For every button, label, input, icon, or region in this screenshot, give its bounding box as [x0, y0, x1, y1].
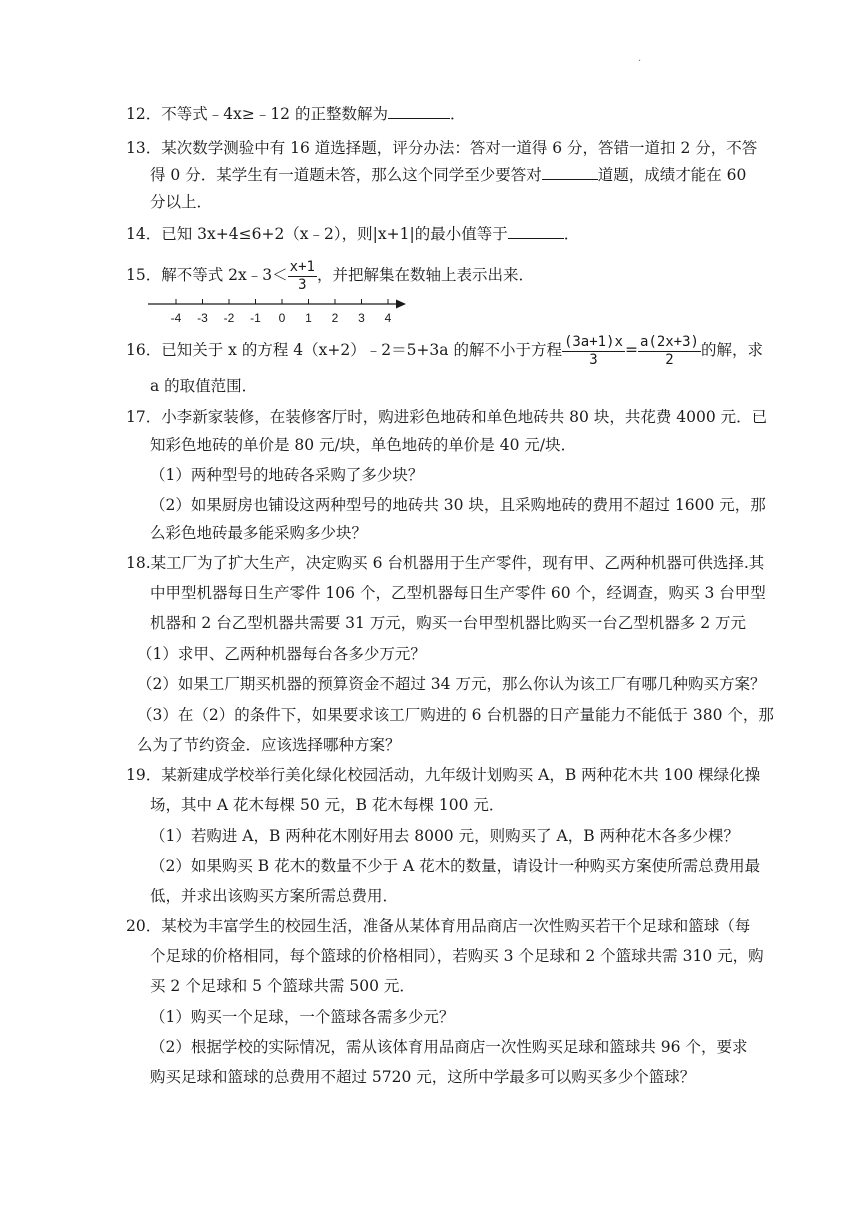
question-20-line-2: 个足球的价格相同，每个篮球的价格相同），若购买 3 个足球和 2 个篮球共需 310 元，购 [150, 947, 764, 965]
question-17-part-2-cont: 么彩色地砖最多能采购多少块？ [150, 524, 368, 542]
number-line-label: -1 [250, 311, 261, 325]
question-14: 14．已知 3x+4≤6+2（x﹣2），则|x+1|的最小值等于 ． [126, 225, 580, 243]
question-18-part-2: （2）如果工厂期买机器的预算资金不超过 34 万元，那么你认为该工厂有哪几种购买方案？ [137, 675, 766, 693]
answer-blank [542, 165, 598, 180]
question-18-line-2: 中甲型机器每日生产零件 106 个，乙型机器每日生产零件 60 个，经调查，购买 3 台甲型 [150, 584, 766, 602]
question-12: 12．不等式﹣4x≥﹣12 的正整数解为 ． [126, 105, 466, 123]
question-18-line-3: 机器和 2 台乙型机器共需要 31 万元，购买一台甲型机器比购买一台乙型机器多 2 万元 [150, 614, 747, 632]
question-19: 19．某新建成学校举行美化绿化校园活动，九年级计划购买 A，B 两种花木共 100 棵绿化操 [126, 766, 761, 784]
question-text: 不等式﹣4x≥﹣12 的正整数解为 [161, 105, 388, 123]
page-mark: · [638, 56, 642, 67]
question-number: 19． [126, 766, 162, 784]
number-line-label: -3 [197, 311, 208, 325]
question-number: 20． [126, 917, 162, 935]
number-line-label: -4 [170, 311, 182, 325]
question-20-part-2-cont: 购买足球和篮球的总费用不超过 5720 元，这所中学最多可以购买多少个篮球？ [150, 1068, 696, 1086]
question-18-part-3-cont: 么为了节约资金．应该选择哪种方案？ [137, 736, 401, 754]
number-line-label: 2 [331, 311, 339, 325]
number-line-label: 3 [358, 311, 365, 325]
question-17: 17．小李新家装修，在装修客厅时，购进彩色地砖和单色地砖共 80 块，共花费 4000 元．已 [126, 408, 768, 426]
question-text: 已知 3x+4≤6+2（x﹣2），则|x+1|的最小值等于 [161, 225, 508, 243]
question-number: 17． [126, 408, 162, 426]
number-line-label: 4 [384, 311, 392, 325]
question-20-part-2: （2）根据学校的实际情况，需从该体育用品商店一次性购买足球和篮球共 96 个，要求 [150, 1038, 748, 1056]
question-20-part-1: （1）购买一个足球，一个篮球各需多少元？ [150, 1008, 455, 1026]
question-17-part-1: （1）两种型号的地砖各采购了多少块？ [150, 466, 424, 484]
question-20-line-3: 买 2 个足球和 5 个篮球共需 500 元． [150, 977, 415, 995]
question-number: 12． [126, 105, 162, 123]
question-text: 某次数学测验中有 16 道选择题，评分办法：答对一道得 6 分，答错一道扣 2 分，不答 [161, 139, 758, 157]
question-number: 15． [126, 266, 162, 284]
question-number: 18. [126, 554, 151, 572]
fraction-right: $\frac{a(2x+3)}{2}$ [639, 333, 699, 368]
question-18-part-1: （1）求甲、乙两种机器每台各多少万元？ [137, 645, 426, 663]
fraction-left: $\frac{(3a+1)x}{3}$ [563, 333, 623, 368]
question-number: 14． [126, 225, 162, 243]
question-17-part-2: （2）如果厨房也铺设这两种型号的地砖共 30 块，且采购地砖的费用不超过 1600 元，那 [150, 496, 766, 514]
question-20: 20．某校为丰富学生的校园生活，准备从某体育用品商店一次性购买若干个足球和篮球（每 [126, 917, 751, 935]
number-line-arrow [396, 300, 406, 309]
question-15: 15．解不等式 2x﹣3＜ $\frac{x+1}{3}$ ，并把解集在数轴上表示出来． [126, 258, 534, 293]
number-line-label: 1 [305, 311, 312, 325]
question-19-part-2-cont: 低，并求出该购买方案所需总费用． [150, 887, 399, 905]
question-13 [126, 138, 757, 158]
question-18: 18.某工厂为了扩大生产，决定购买 6 台机器用于生产零件，现有甲、乙两种机器可供选择.其 [126, 554, 765, 572]
answer-blank [508, 224, 564, 239]
question-19-line-2: 场，其中 A 花木每棵 50 元，B 花木每棵 100 元． [150, 796, 505, 814]
question-16: 16．已知关于 x 的方程 4（x+2）﹣2＝5+3a 的解不小于方程 $\frac{(3a+1)x}{3}$ = $\frac{a(2x+3)}{2}$ 的解，求 [126, 333, 763, 368]
fraction: $\frac{x+1}{3}$ [289, 258, 315, 293]
number-line-label: 0 [278, 311, 286, 325]
question-19-part-1: （1）若购进 A，B 两种花木刚好用去 8000 元，则购买了 A，B 两种花木各多少棵？ [150, 827, 740, 845]
question-18-part-3: （3）在（2）的条件下，如果要求该工厂购进的 6 台机器的日产量能力不能低于 380 个，那 [137, 706, 774, 724]
question-number: 16． [126, 341, 162, 359]
question-16-line-2: a 的取值范围． [150, 377, 258, 395]
answer-blank [388, 104, 450, 119]
question-17-line-2: 知彩色地砖的单价是 80 元/块，单色地砖的单价是 40 元/块． [150, 436, 577, 454]
question-13-line-3: 分以上． [150, 193, 213, 211]
question-19-part-2: （2）如果购买 B 花木的数量不少于 A 花木的数量，请设计一种购买方案使所需总费用最 [150, 857, 761, 875]
number-line-label: -2 [223, 311, 235, 325]
number-line [144, 296, 408, 330]
question-13-line-2: 得 0 分．某学生有一道题未答，那么这个同学至少要答对 道题，成绩才能在 60 [150, 166, 747, 184]
question-number: 13． [126, 139, 162, 157]
